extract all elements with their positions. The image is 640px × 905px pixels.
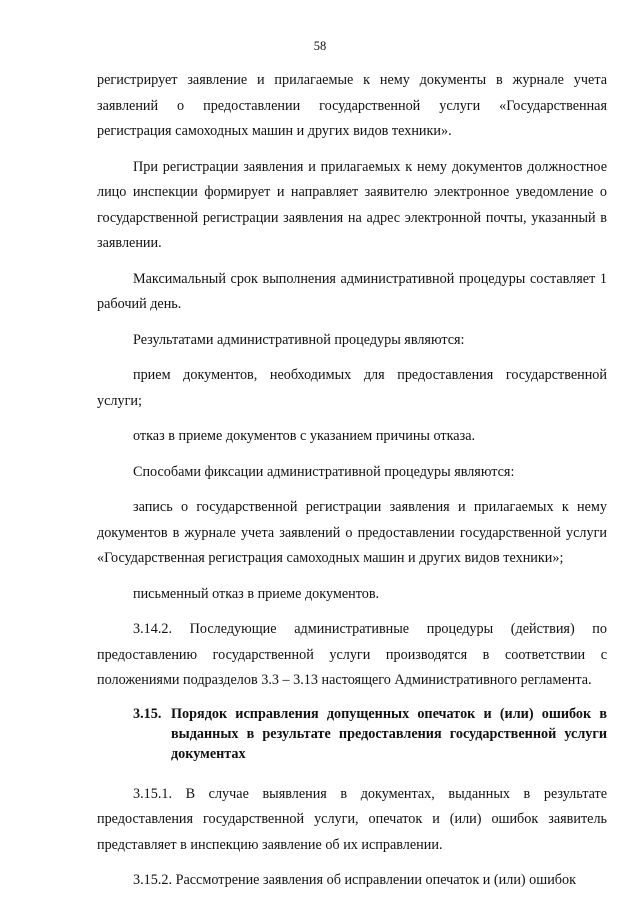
section-title: Порядок исправления допущенных опечаток и (или) ошибок в выданных в результате предоставления государственной услуги документах [171, 705, 607, 762]
paragraph: прием документов, необходимых для предоставления государственной услуги; [97, 367, 607, 409]
paragraph: отказ в приеме документов с указанием причины отказа. [133, 428, 476, 444]
paragraph: Результатами административной процедуры являются: [133, 331, 465, 348]
paragraph: письменный отказ в приеме документов. [133, 585, 380, 602]
paragraph: 3.15.1. В случае выявления в документах, выданных в результате предоставления государственной услуги, опечаток и (или) ошибок заявитель представляет в инспекцию заявление об их исправлении. [97, 785, 607, 853]
section-heading [133, 704, 607, 764]
paragraph: Максимальный срок выполнения административной процедуры составляет 1 рабочий день. [97, 270, 607, 312]
paragraph: 3.15.2. Рассмотрение заявления об исправлении опечаток и (или) ошибок [133, 872, 576, 888]
paragraph: Способами фиксации административной процедуры являются: [133, 463, 515, 480]
paragraph: 3.14.2. Последующие административные процедуры (действия) по предоставлению государственной услуги производятся в соответствии с положениями подразделов 3.3 – 3.13 настоящего Административного регламента. [97, 621, 607, 688]
paragraph: запись о государственной регистрации заявления и прилагаемых к нему документов в журнале учета заявлений о предоставлении государственной услуги «Государственная регистрация самоходных машин и других видов техники»; [97, 499, 607, 566]
document-body [97, 68, 607, 904]
paragraph: регистрирует заявление и прилагаемые к нему документы в журнале учета заявлений о предоставлении государственной услуги «Государственная регистрация самоходных машин и других видов техники». [97, 72, 607, 139]
paragraph: При регистрации заявления и прилагаемых к нему документов должностное лицо инспекции формирует и направляет заявителю электронное уведомление о государственной регистрации заявления на адрес электронной почты, указанный в заявлении. [97, 158, 607, 251]
page-number: 58 [313, 39, 327, 53]
section-number: 3.15. [133, 705, 162, 722]
